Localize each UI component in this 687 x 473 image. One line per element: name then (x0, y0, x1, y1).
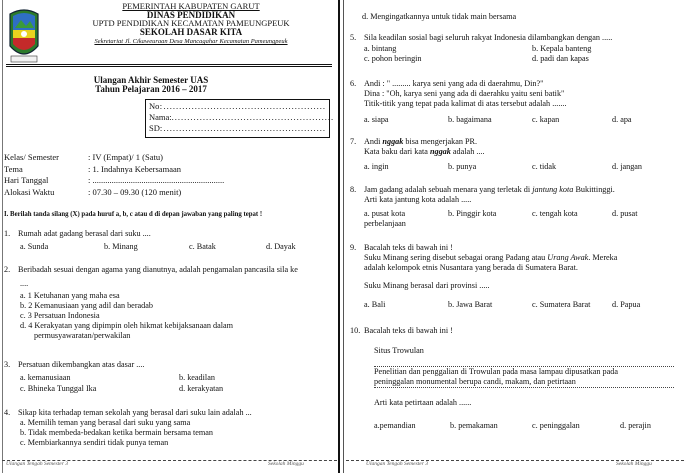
exam-title (76, 76, 226, 94)
info-row-duration (4, 187, 328, 199)
option-d[interactable]: d. perajin (620, 421, 651, 430)
option-d[interactable]: d. padi dan kapas (532, 54, 589, 63)
option-b[interactable]: b. pemakaman (450, 421, 498, 430)
question-number: 10. (350, 326, 361, 335)
question-4-option-d (362, 12, 682, 22)
reading-passage: Penelitian dan penggalian di Trowulan pada masa lampau dipusatkan pada (374, 367, 618, 376)
question-4 (4, 408, 336, 456)
option-d-continued: permusyawaratan/perwakilan (34, 331, 131, 340)
option-b[interactable]: b. Minang (104, 242, 138, 251)
option-a[interactable]: a.pemandian (374, 421, 416, 430)
reading-passage: peninggalan monumental berupa candi, makam, dan petirtaan (374, 377, 576, 386)
option-c[interactable]: c. Bhineka Tunggal Ika (20, 384, 97, 393)
reading-passage: adalah kelompok etnis Nusantara yang berada di Sumatera Barat. (364, 263, 578, 272)
reading-passage: Suku Minang sering disebut sebagai orang Padang atau (364, 253, 548, 262)
reading-passage: . Mereka (588, 253, 618, 262)
option-a[interactable]: a. siapa (364, 115, 389, 124)
footer-right: Sekolah Minggu (616, 461, 652, 467)
student-id-box (145, 99, 335, 138)
option-a[interactable]: a. 1 Ketuhanan yang maha esa (20, 291, 120, 300)
question-dialog-line2: Dina : "Oh, karya seni yang ada di daerahku yaitu seni batik" (364, 89, 565, 98)
option-a[interactable]: a. kemanusiaan (20, 373, 71, 382)
id-name-field[interactable]: .................................................... (171, 112, 335, 122)
option-d[interactable]: d. 4 Kerakyatan yang dipimpin oleh hikmat kebijaksanaan dalam (20, 321, 234, 330)
info-value: : 07.30 – 09.30 (120 menit) (88, 186, 182, 197)
id-separator: : (159, 123, 163, 133)
question-8 (350, 185, 684, 231)
option-c[interactable]: c. tidak (532, 162, 557, 171)
question-text: Jam gadang adalah sebuah menara yang terletak di (364, 185, 533, 194)
question-text: adalah .... (450, 147, 485, 156)
letterhead-unit: UPTD PENDIDIKAN KECAMATAN PAMEUNGPEUK (92, 18, 290, 28)
question-dialog-line1: Andi : " ......... karya seni yang ada di daerahmu, Din?" (364, 79, 544, 88)
option-d[interactable]: d. Mengingatkannya untuk tidak main bersama (362, 12, 517, 21)
question-number: 9. (350, 243, 357, 252)
option-b[interactable]: b. Kepala banteng (532, 44, 592, 53)
option-a[interactable]: a. ingin (364, 162, 389, 171)
question-text: Arti kata petirtaan adalah ...... (374, 398, 472, 407)
question-number: 1. (4, 229, 11, 238)
question-2 (4, 265, 336, 355)
option-c[interactable]: c. Membiarkannya sendiri tidak punya teman (20, 438, 169, 447)
question-text: Arti kata jantung kota adalah ..... (364, 195, 472, 204)
question-text: Rumah adat gadang berasal dari suku .... (18, 229, 151, 238)
question-text: Bacalah teks di bawah ini ! (364, 326, 453, 335)
id-row-school (149, 123, 326, 134)
info-value: : IV (Empat)/ 1 (Satu) (88, 152, 163, 162)
info-row-theme (4, 164, 328, 176)
question-text: Bukittinggi. (573, 185, 615, 194)
option-c[interactable]: c. pohon beringin (364, 54, 422, 63)
letterhead-government: PEMERINTAH KABUPATEN GARUT (122, 1, 260, 11)
option-d[interactable]: d. apa (612, 115, 632, 124)
id-label: No (149, 101, 160, 111)
question-number: 7. (350, 137, 357, 146)
info-row-date (4, 175, 328, 187)
option-a[interactable]: a. Sunda (20, 242, 49, 251)
id-row-number (149, 101, 326, 112)
question-number: 5. (350, 33, 357, 42)
letterhead-address: Sekretariat Jl. Cikaweuraan Desa Mancagahar Kecamatan Pameungpeuk (94, 38, 288, 45)
question-3 (4, 360, 334, 396)
option-b[interactable]: b. keadilan (179, 373, 215, 382)
id-separator: : (169, 112, 172, 122)
option-a[interactable]: a. pusat kota (364, 209, 406, 218)
option-d[interactable]: d. pusat (612, 209, 638, 218)
question-number: 8. (350, 185, 357, 194)
question-6 (350, 79, 682, 125)
option-b[interactable]: b. bagaimana (448, 115, 492, 124)
id-label: Nama (149, 112, 170, 122)
letterhead-agency: DINAS PENDIDIKAN (146, 9, 236, 20)
question-number: 4. (4, 408, 11, 417)
info-label: Tema (4, 163, 23, 174)
footer-right: Sekolah Minggu (268, 461, 304, 467)
question-text: Persatuan dikembangkan atas dasar .... (18, 360, 145, 369)
option-d[interactable]: d. kerakyatan (179, 384, 224, 393)
instructions: I. Berilah tanda silang (X) pada huruf a, b, c atau d di depan jawaban yang paling tepat ! (4, 211, 263, 218)
option-a[interactable]: a. bintang (364, 44, 397, 53)
question-9 (350, 243, 684, 313)
option-b[interactable]: b. 2 Kemanusiaan yang adil dan beradab (20, 301, 153, 310)
passage-rule (374, 387, 674, 388)
question-text: Suku Minang berasal dari provinsi ..... (364, 281, 490, 290)
info-row-class (4, 152, 328, 164)
highlighted-word: nggak (382, 137, 404, 146)
info-label: Kelas/ Semester (4, 152, 59, 162)
option-d[interactable]: d. Papua (612, 300, 641, 309)
id-separator: : (159, 101, 163, 111)
exam-title-line2: Tahun Pelajaran 2016 – 2017 (95, 84, 207, 94)
option-b[interactable]: b. Tidak membeda-bedakan ketika bermain bersama teman (20, 428, 214, 437)
garut-regency-logo (7, 6, 41, 68)
question-text: Kata baku dari kata (364, 147, 430, 156)
question-text: Bacalah teks di bawah ini ! (364, 243, 453, 252)
info-date-field[interactable]: : .............................................................. (88, 175, 225, 186)
option-d[interactable]: d. Dayak (266, 242, 296, 251)
option-b[interactable]: b. Jawa Barat (448, 300, 493, 309)
highlighted-phrase: jantung kota (532, 185, 574, 194)
footer-left: Ulangan Tengah Semester 3 (6, 461, 68, 467)
id-school-field[interactable]: .................................................... (163, 123, 326, 133)
passage-title: Situs Trowulan (374, 346, 424, 355)
option-b[interactable]: b. Pinggir kota (448, 209, 497, 218)
option-c[interactable]: c. Sumatera Barat (532, 300, 591, 309)
question-number: 6. (350, 79, 357, 88)
option-d-continued: perbelanjaan (364, 219, 406, 228)
option-c[interactable]: c. peninggalan (532, 421, 580, 430)
highlighted-phrase: Urang Awak (547, 253, 589, 262)
question-text: Sila keadilan sosial bagi seluruh rakyat Indonesia dilambangkan dengan ..... (364, 33, 613, 42)
letterhead (44, 2, 338, 47)
option-c[interactable]: c. kapan (532, 115, 560, 124)
id-label: SD (149, 123, 160, 133)
question-continuation: .... (20, 279, 29, 288)
question-text: Titik-titik yang tepat pada kalimat di atas tersebut adalah ....... (364, 99, 567, 108)
question-10 (350, 326, 684, 434)
exam-title-line1: Ulangan Akhir Semester UAS (93, 75, 209, 85)
footer-left: Ulangan Tengah Semester 3 (366, 461, 428, 467)
option-c[interactable]: c. Batak (189, 242, 216, 251)
info-label: Hari Tanggal (4, 175, 49, 186)
option-b[interactable]: b. punya (448, 162, 477, 171)
id-number-field[interactable]: .................................................... (163, 101, 326, 111)
letterhead-school: SEKOLAH DASAR KITA (139, 26, 243, 37)
question-7 (350, 137, 682, 173)
letterhead-divider (6, 64, 332, 65)
question-text: Andi (364, 137, 383, 146)
question-1 (4, 229, 334, 257)
option-c[interactable]: c. 3 Persatuan Indonesia (20, 311, 100, 320)
option-a[interactable]: a. Memilih teman yang berasal dari suku yang sama (20, 418, 191, 427)
info-label: Alokasi Waktu (4, 186, 55, 197)
question-text: Beribadah sesuai dengan agama yang dianutnya, adalah pengamalan pancasila sila ke (18, 265, 298, 274)
right-column (346, 0, 684, 473)
left-column (0, 0, 340, 473)
question-number: 2. (4, 265, 11, 274)
info-value: : 1. Indahnya Kebersamaan (88, 163, 181, 174)
question-5 (350, 33, 682, 69)
letterhead-divider-thin (6, 66, 332, 67)
id-row-name (149, 112, 335, 123)
exam-info (4, 152, 328, 198)
question-number: 3. (4, 360, 11, 369)
highlighted-word: nggak (429, 147, 451, 156)
option-d[interactable]: d. jangan (612, 162, 643, 171)
option-c[interactable]: c. tengah kota (532, 209, 578, 218)
question-text: Sikap kita terhadap teman sekolah yang berasal dari suku lain adalah ... (18, 408, 252, 417)
question-text: bisa mengerjakan PR. (403, 137, 478, 146)
option-a[interactable]: a. Bali (364, 300, 386, 309)
